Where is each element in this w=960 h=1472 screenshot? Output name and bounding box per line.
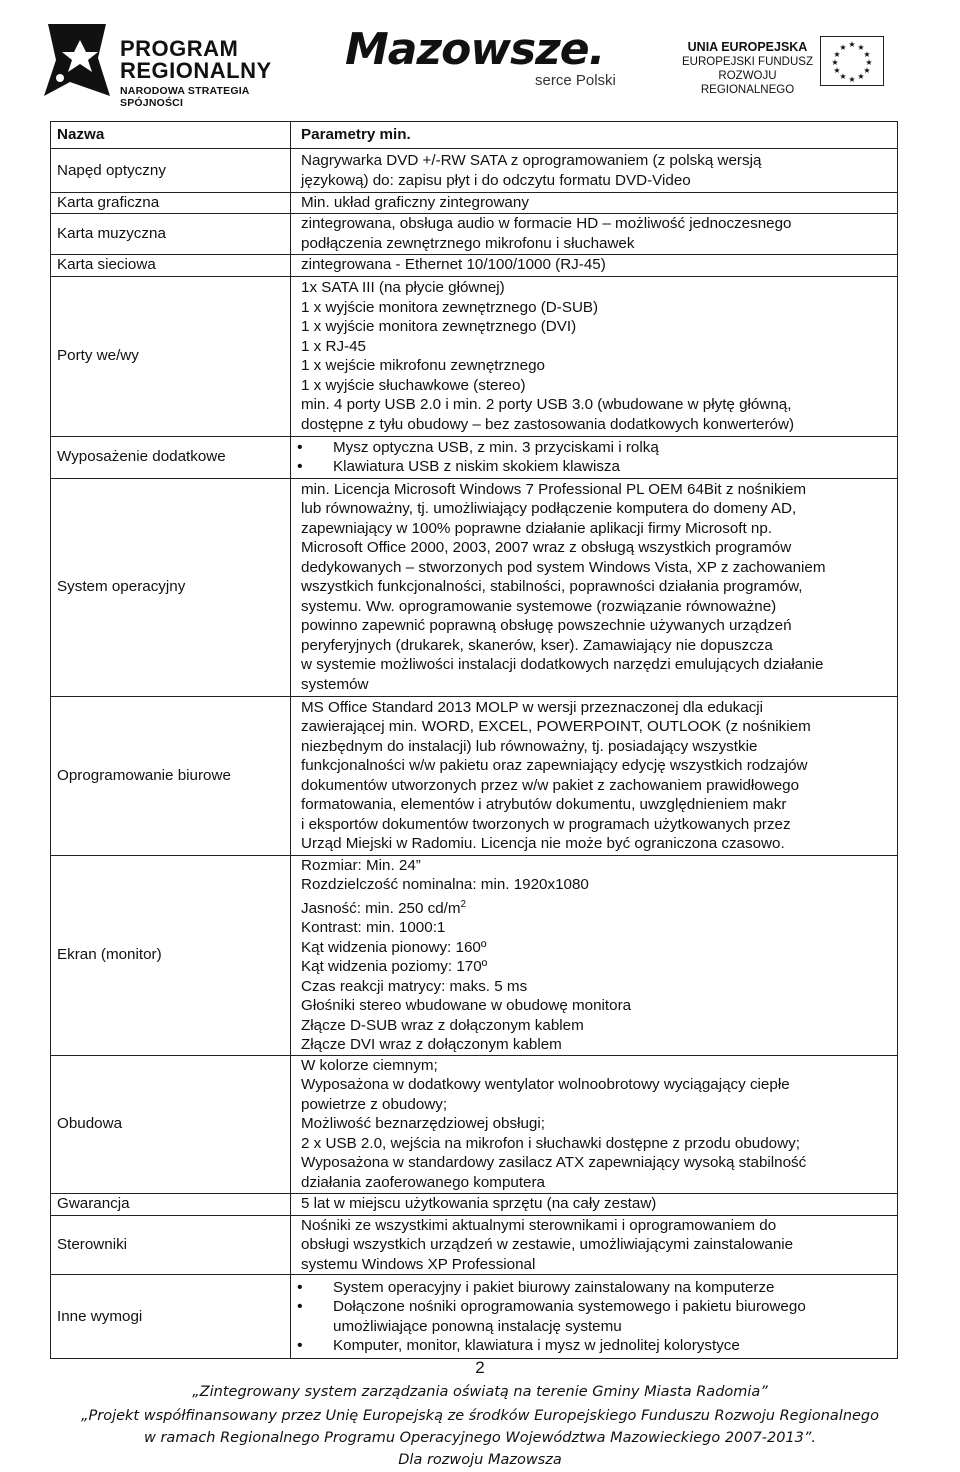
row-value — [291, 1215, 898, 1275]
row-name: Sterowniki — [51, 1215, 291, 1275]
value-line: Kąt widzenia pionowy: 160º — [301, 938, 487, 956]
row-value — [291, 213, 898, 254]
svg-text:★: ★ — [839, 72, 847, 81]
table-row — [51, 149, 898, 193]
value-line: peryferyjnych (drukarek, skanerów, kser). Zamawiający nie dopuszcza — [301, 636, 773, 654]
table-row — [51, 1193, 898, 1215]
value-line: 1 x wyjście słuchawkowe (stereo) — [301, 376, 526, 394]
row-value — [291, 1055, 898, 1193]
value-line: językową) do: zapisu płyt i do odczytu formatu DVD-Video — [301, 171, 691, 189]
table-row — [51, 213, 898, 254]
footer-slogan: Dla rozwoju Mazowsza — [398, 1452, 562, 1468]
value-line: systemów — [301, 675, 369, 693]
svg-text:★: ★ — [857, 72, 865, 81]
spec-table — [50, 121, 898, 1359]
svg-text:★: ★ — [833, 66, 841, 75]
value-line: systemu. Ww. oprogramowanie systemowe (rozwiązanie równoważne) — [301, 597, 777, 615]
row-value — [291, 855, 898, 1055]
value-line: Urząd Miejski w Radomiu. Licencja nie może być ograniczona czasowo. — [301, 835, 785, 852]
value-line: dokumentów utworzonych przez w/w pakiet z zachowaniem prawidłowego — [301, 776, 800, 794]
row-value — [291, 1275, 898, 1359]
eu-line1: UNIA EUROPEJSKA — [687, 40, 808, 54]
value-line: W kolorze ciemnym; — [301, 1056, 438, 1074]
svg-text:★: ★ — [863, 50, 871, 59]
bullet-item: • System operacyjny i pakiet biurowy zainstalowany na komputerze — [297, 1278, 891, 1298]
value-line: Wyposażona w standardowy zasilacz ATX zapewniający wysoką stabilność — [301, 1154, 807, 1172]
value-line: 1 x wyjście monitora zewnętrznego (DVI) — [301, 318, 577, 335]
row-name: Napęd optyczny — [51, 149, 291, 193]
table-row — [51, 436, 898, 478]
value-line: powietrze z obudowy; — [301, 1095, 448, 1113]
table-row — [51, 254, 898, 276]
value-line: Głośniki stereo wbudowane w obudowę monitora — [301, 997, 632, 1015]
table-row — [51, 1055, 898, 1193]
value-line — [301, 895, 891, 919]
value-line: zawierającej min. WORD, EXCEL, POWERPOINT, OUTLOOK (z nośnikiem — [301, 718, 811, 735]
value-line: podłączenia zewnętrznego mikrofonu i słuchawek — [301, 234, 635, 252]
value-line: Rozdzielczość nominalna: min. 1920x1080 — [301, 876, 589, 893]
table-row — [51, 1275, 898, 1359]
mazowsze-logo — [345, 24, 635, 98]
value-line: Wyposażona w dodatkowy wentylator wolnoobrotowy wyciągający ciepłe — [301, 1076, 790, 1094]
value-line: Nośniki ze wszystkimi aktualnymi sterownikami i oprogramowaniem do — [301, 1216, 777, 1234]
bullet-item: • Mysz optyczna USB, z min. 3 przyciskami i rolką — [297, 438, 891, 458]
svg-text:★: ★ — [848, 75, 856, 84]
row-value — [291, 1193, 898, 1215]
bullet-item: • Klawiatura USB z niskim skokiem klawisza — [297, 457, 891, 477]
row-name: Inne wymogi — [51, 1275, 291, 1359]
value-line: niezbędnym do instalacji) lub równoważny, tj. posiadający wszystkie — [301, 737, 758, 755]
row-value — [291, 193, 898, 214]
svg-text:★: ★ — [863, 66, 871, 75]
svg-text:★: ★ — [833, 50, 841, 59]
value-line: 2 x USB 2.0, wejścia na mikrofon i słuchawki dostępne z przodu obudowy; — [301, 1134, 800, 1152]
value-line: Microsoft Office 2000, 2003, 2007 wraz z obsługą wszystkich programów — [301, 539, 792, 557]
page-number: 2 — [475, 1358, 485, 1377]
row-name: System operacyjny — [51, 478, 291, 696]
value-line: lub równoważny, tj. umożliwiający podłączenie komputera do domeny AD, — [301, 500, 797, 518]
row-name: Obudowa — [51, 1055, 291, 1193]
svg-text:★: ★ — [865, 58, 873, 67]
row-name: Karta graficzna — [51, 193, 291, 214]
footer-project-title: „Zintegrowany system zarządzania oświatą na terenie Gminy Miasta Radomia” — [192, 1384, 768, 1400]
table-row — [51, 855, 898, 1055]
svg-text:★: ★ — [831, 58, 839, 67]
value-line: obsługi wszystkich urządzeń w zestawie, umożliwiającymi zainstalowanie — [301, 1236, 794, 1254]
value-line: formatowania, elementów i atrybutów dokumentu, uwzględnieniem makr — [301, 796, 787, 813]
value-line: 5 lat w miejscu użytkowania sprzętu (na cały zestaw) — [301, 1195, 657, 1213]
row-value — [291, 149, 898, 193]
row-name: Oprogramowanie biurowe — [51, 696, 291, 855]
table-row — [51, 478, 898, 696]
value-line: MS Office Standard 2013 MOLP w wersji przeznaczonej dla edukacji — [301, 698, 764, 716]
program-line1: PROGRAM — [120, 36, 239, 61]
bullet-item: • Dołączone nośniki oprogramowania systemowego i pakietu biurowego — [297, 1297, 891, 1317]
value-line: w systemie możliwości instalacji dodatkowych narzędzi emulujących działanie — [301, 656, 824, 674]
row-value — [291, 478, 898, 696]
value-line: 1 x wyjście monitora zewnętrznego (D-SUB) — [301, 298, 599, 316]
eu-logo — [680, 36, 930, 96]
row-name: Karta muzyczna — [51, 213, 291, 254]
value-line: Czas reakcji matrycy: maks. 5 ms — [301, 977, 528, 995]
value-line: Możliwość beznarzędziowej obsługi; — [301, 1115, 545, 1133]
row-name: Karta sieciowa — [51, 254, 291, 276]
value-line: dedykowanych – stworzonych pod system Windows Vista, XP z zachowaniem — [301, 558, 826, 576]
row-name: Ekran (monitor) — [51, 855, 291, 1055]
value-line: 1x SATA III (na płycie głównej) — [301, 279, 505, 296]
table-row — [51, 193, 898, 214]
value-line: Złącze DVI wraz z dołączonym kablem — [301, 1036, 562, 1054]
footer-program: w ramach Regionalnego Programu Operacyjnego Województwa Mazowieckiego 2007-2013”. — [144, 1430, 816, 1446]
mazowsze-sub: serce Polski — [535, 72, 616, 89]
value-line: wszystkich funkcjonalności, stabilności, poprawności działania programów, — [301, 578, 803, 596]
value-line: systemu Windows XP Professional — [301, 1255, 536, 1273]
value-line: Nagrywarka DVD +/-RW SATA z oprogramowaniem (z polską wersją — [301, 152, 762, 169]
eu-line2: EUROPEJSKI FUNDUSZ — [682, 56, 813, 68]
value-line: Min. układ graficzny zintegrowany — [301, 194, 529, 211]
table-row — [51, 276, 898, 436]
value-line: działania zaoferowanego komputera — [301, 1173, 546, 1191]
footer-cofinancing: „Projekt współfinansowany przez Unię Europejską ze środków Europejskiego Funduszu Rozwoju Regionalnego — [80, 1408, 880, 1424]
value-line: i eksportów dokumentów tworzonych w programach użytkowanych przez — [301, 815, 791, 833]
value-line: Rozmiar: Min. 24” — [301, 856, 421, 874]
program-star-icon — [40, 18, 114, 100]
brightness-text: Jasność: min. 250 cd/m — [301, 899, 461, 917]
row-name: Wyposażenie dodatkowe — [51, 436, 291, 478]
page-header — [0, 0, 960, 115]
value-line: powinno zapewnić poprawną obsługę powszechnie używanych urządzeń — [301, 617, 792, 635]
table-row — [51, 1215, 898, 1275]
row-value — [291, 254, 898, 276]
program-line3: NARODOWA STRATEGIA SPÓJNOŚCI — [120, 85, 250, 109]
value-line: zintegrowana - Ethernet 10/100/1000 (RJ-45) — [301, 256, 606, 274]
row-value — [291, 436, 898, 478]
program-line2: REGIONALNY — [120, 58, 272, 83]
svg-text:★: ★ — [848, 40, 856, 49]
svg-text:★: ★ — [857, 43, 865, 52]
table-row — [51, 696, 898, 855]
value-line: dostępne z tyłu obudowy – bez zastosowania dodatkowych konwerterów) — [301, 415, 795, 433]
col-params-header: Parametry min. — [291, 122, 898, 149]
row-value — [291, 276, 898, 436]
value-line: 1 x wejście mikrofonu zewnętrznego — [301, 357, 545, 374]
row-name: Porty we/wy — [51, 276, 291, 436]
mazowsze-word: Mazowsze. — [345, 24, 605, 75]
value-line: zintegrowana, obsługa audio w formacie HD – możliwość jednoczesnego — [301, 215, 792, 232]
col-name-header: Nazwa — [51, 122, 291, 149]
svg-text:★: ★ — [839, 43, 847, 52]
value-line: zapewniający w 100% poprawne działanie aplikacji firmy Microsoft np. — [301, 519, 773, 537]
value-line: funkcjonalności w/w pakietu oraz zapewniający edycję wszystkich rodzajów — [301, 757, 808, 774]
program-regionalny-logo — [40, 18, 310, 109]
bullet-continuation: umożliwiające ponowną instalację systemu — [333, 1317, 622, 1335]
value-line: Złącze D-SUB wraz z dołączonym kablem — [301, 1016, 584, 1034]
value-line: min. 4 porty USB 2.0 i min. 2 porty USB 3.0 (wbudowane w płytę główną, — [301, 396, 792, 413]
table-header-row — [51, 122, 898, 149]
eu-flag-icon — [820, 36, 884, 86]
row-value — [291, 696, 898, 855]
row-name: Gwarancja — [51, 1193, 291, 1215]
brightness-superscript: 2 — [460, 898, 467, 910]
value-line: Kąt widzenia poziomy: 170º — [301, 958, 488, 976]
value-line: 1 x RJ-45 — [301, 337, 366, 355]
value-line: Kontrast: min. 1000:1 — [301, 919, 446, 937]
eu-line3: ROZWOJU REGIONALNEGO — [700, 70, 795, 96]
value-line: min. Licencja Microsoft Windows 7 Professional PL OEM 64Bit z nośnikiem — [301, 480, 807, 498]
bullet-item: • Komputer, monitor, klawiatura i mysz w jednolitej kolorystyce — [297, 1336, 891, 1356]
